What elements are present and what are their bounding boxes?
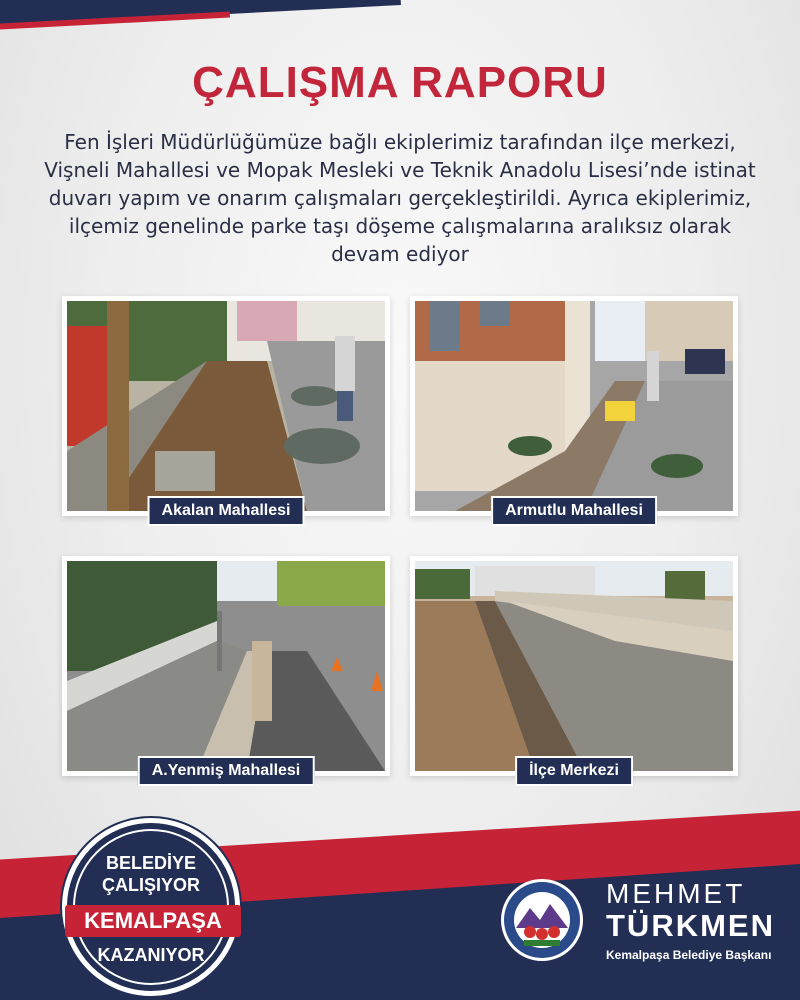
- slogan-badge: [62, 818, 240, 996]
- photo-akalan: [62, 296, 390, 519]
- photo-ayenmis: [62, 556, 390, 779]
- mayor-last-name: TÜRKMEN: [606, 908, 775, 943]
- photo-akalan-caption: Akalan Mahallesi: [148, 496, 305, 526]
- report-description: Fen İşleri Müdürlüğümüze bağlı ekiplerimiz tarafından ilçe merkezi, Vişneli Mahallesi ve Mopak Mesleki ve Teknik Anadolu Lisesi’nde istinat duvarı yapım ve onarım çalışmaları gerçekleştirildi. Ayrıca ekiplerimiz, ilçemiz genelinde parke taşı döşeme çalışmalarına aralıksız olarak devam ediyor: [44, 130, 756, 266]
- mayor-title: Kemalpaşa Belediye Başkanı: [606, 948, 772, 962]
- page-title: ÇALIŞMA RAPORU: [192, 58, 608, 107]
- photo-ilce-merkezi-caption: İlçe Merkezi: [515, 756, 633, 786]
- photo-ilce-merkezi: [410, 556, 738, 779]
- mayor-first-name: MEHMET: [606, 878, 746, 909]
- photo-armutlu-image: [415, 301, 733, 511]
- photo-ayenmis-caption: A.Yenmiş Mahallesi: [138, 756, 315, 786]
- photo-ilce-merkezi-image: [415, 561, 733, 771]
- badge-line-4: KAZANIYOR: [97, 945, 205, 965]
- photo-armutlu-caption: Armutlu Mahallesi: [491, 496, 657, 526]
- photo-armutlu: [410, 296, 738, 519]
- badge-line-3: KEMALPAŞA: [65, 905, 241, 937]
- badge-line-1: BELEDİYE: [105, 853, 197, 873]
- badge-line-2: ÇALIŞIYOR: [101, 875, 200, 895]
- municipality-seal-icon: [500, 878, 584, 962]
- photo-ayenmis-image: [67, 561, 385, 771]
- photo-akalan-image: [67, 301, 385, 511]
